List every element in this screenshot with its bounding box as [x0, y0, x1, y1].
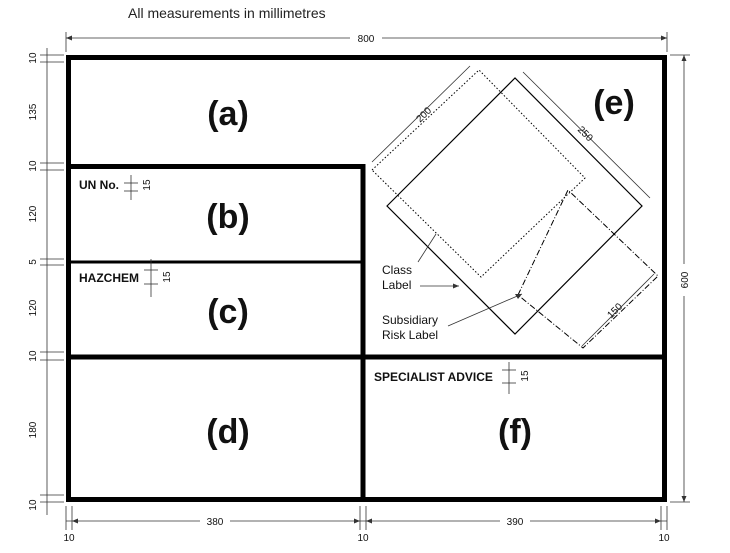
subsidiary-note-line2: Risk Label [382, 328, 439, 342]
hazchem-dim-label: 15 [162, 271, 173, 283]
arrow-icon [655, 519, 661, 524]
left-dim-4: 5 [28, 259, 39, 265]
panel-a-label: (a) [207, 95, 249, 133]
left-dim-7: 180 [28, 421, 39, 439]
un-no-dim-marker [124, 175, 138, 200]
arrow-icon [66, 36, 72, 41]
overall-height-label: 600 [680, 271, 691, 289]
subsidiary-note-line1: Subsidiary [382, 313, 439, 327]
class-label-outline [372, 70, 585, 277]
hazchem-dim-marker [144, 259, 158, 297]
left-dim-2: 10 [28, 160, 39, 172]
class-label-note-line1: Class [382, 263, 413, 277]
subsidiary-dim: 150 [605, 301, 626, 322]
bottom-dim-0: 10 [63, 533, 75, 544]
bottom-dim-4: 10 [658, 533, 670, 544]
panel-e-label: (e) [593, 84, 635, 122]
left-dim-1: 135 [28, 103, 39, 121]
left-dim-0: 10 [28, 52, 39, 64]
arrow-icon [72, 519, 78, 524]
panel-c-label: (c) [207, 293, 249, 331]
panel-f-label: (f) [498, 413, 532, 451]
left-dim-ticks [40, 55, 64, 502]
bottom-dim-2: 10 [357, 533, 369, 544]
left-dim-6: 10 [28, 350, 39, 362]
arrow-icon [682, 55, 687, 61]
arrow-icon [354, 519, 360, 524]
un-no-dim-label: 15 [142, 179, 153, 191]
left-dim-8: 10 [28, 499, 39, 511]
overall-width-label: 800 [357, 34, 375, 45]
left-dim-5: 120 [28, 299, 39, 317]
panel-b-label: (b) [206, 198, 250, 236]
specialist-dim-label: 15 [520, 370, 531, 382]
arrow-icon [682, 496, 687, 502]
specialist-advice-label: SPECIALIST ADVICE [374, 370, 493, 384]
bottom-dim-1: 380 [206, 517, 224, 528]
un-no-label: UN No. [79, 178, 119, 192]
arrow-icon [661, 36, 667, 41]
panel-d-label: (d) [206, 413, 250, 451]
subsidiary-leader [448, 294, 522, 326]
bottom-dim-3: 390 [506, 517, 524, 528]
left-dim-3: 120 [28, 205, 39, 223]
class-label-note-line2: Label [382, 278, 412, 292]
bottom-dim-ticks [66, 506, 667, 530]
class-label-leader [418, 234, 436, 262]
subsidiary-risk-outline [518, 190, 658, 348]
diagram-title: All measurements in millimetres [128, 5, 326, 21]
arrow-icon [366, 519, 372, 524]
class-label-dim: 200 [414, 105, 435, 126]
specialist-dim-marker [502, 362, 516, 394]
hazchem-label: HAZCHEM [79, 271, 139, 285]
arrow-icon [453, 284, 459, 289]
diamond-dim: 250 [574, 124, 595, 145]
